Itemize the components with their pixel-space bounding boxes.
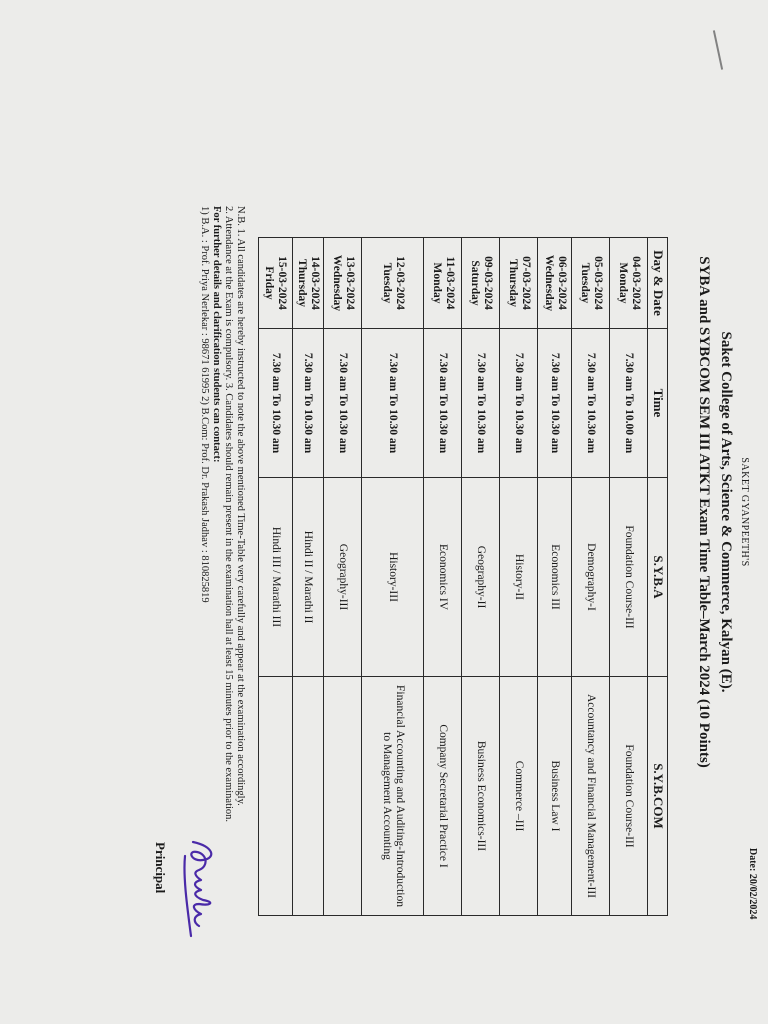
- date-cell: [500, 238, 538, 329]
- sybcom-subject-cell: Business Economics-III: [462, 677, 500, 916]
- date-text: 06-03-2024: [555, 256, 568, 310]
- day-text: Friday: [263, 266, 276, 300]
- date-text: 07-03-2024: [519, 256, 532, 310]
- day-text: Monday: [616, 262, 629, 304]
- contact-list: 1) B.A. : Prof. Priya Nerlekar : 98671 61995 2) B.Com: Prof. Dr. Prakash Jadhav : 810825819: [199, 206, 210, 603]
- college-name: Saket College of Arts, Science & Commerce, Kalyan (E).: [718, 331, 734, 693]
- day-text: Saturday: [468, 260, 481, 306]
- date-cell: [424, 238, 462, 329]
- sybcom-subject-cell: Company Secretarial Practice I: [424, 677, 462, 916]
- day-text: Wednesday: [330, 254, 343, 312]
- date-cell: [292, 238, 323, 329]
- syba-subject-cell: Demography-I: [572, 478, 610, 677]
- day-text: Thursday: [295, 259, 308, 307]
- sybcom-subject-cell: Accountancy and Financial Management-III: [572, 677, 610, 916]
- syba-subject-cell: Economics IV: [424, 478, 462, 677]
- syba-subject-cell: Foundation Course-III: [610, 478, 648, 677]
- date-text: 05-03-2024: [591, 256, 604, 310]
- date-text: 11-03-2024: [443, 256, 456, 310]
- day-text: Wednesday: [542, 254, 555, 312]
- contact-heading: For further details and clarification students can contact:: [211, 206, 222, 463]
- document-title: SYBA and SYBCOM SEM III ATKT Exam Time Table–March 2024 (10 Points): [696, 256, 712, 768]
- date-cell: [538, 238, 572, 329]
- table-row: [292, 238, 323, 916]
- sybcom-subject-cell: [292, 677, 323, 916]
- header-sybcom: S.Y.B.COM: [648, 677, 668, 916]
- header-syba: S.Y.B.A: [648, 478, 668, 677]
- syba-subject-cell: Economics III: [538, 478, 572, 677]
- time-cell: 7.30 am To 10.30 am: [258, 329, 292, 478]
- date-text: 12-03-2024: [393, 256, 406, 310]
- header-day-date: Day & Date: [648, 238, 668, 329]
- time-cell: 7.30 am To 10.30 am: [572, 329, 610, 478]
- syba-subject-cell: Hindi III / Marathi III: [258, 478, 292, 677]
- header-time: Time: [648, 329, 668, 478]
- date-cell: [572, 238, 610, 329]
- table-row: [572, 238, 610, 916]
- sybcom-subject-cell: Commerce –III: [500, 677, 538, 916]
- table-row: [362, 238, 424, 916]
- date-cell: [258, 238, 292, 329]
- sybcom-subject-cell: [258, 677, 292, 916]
- syba-subject-cell: History-III: [362, 478, 424, 677]
- trust-name: SAKET GYANPEETH'S: [739, 457, 750, 567]
- table-row: [462, 238, 500, 916]
- table-row: [258, 238, 292, 916]
- day-text: Tuesday: [380, 262, 393, 304]
- time-cell: 7.30 am To 10.30 am: [500, 329, 538, 478]
- time-cell: 7.30 am To 10.00 am: [610, 329, 648, 478]
- day-text: Thursday: [506, 259, 519, 307]
- principal-signature-icon: [173, 836, 223, 946]
- day-text: Monday: [430, 262, 443, 304]
- document-date: Date: 20/02/2024: [747, 848, 758, 920]
- time-cell: 7.30 am To 10.30 am: [324, 329, 362, 478]
- table-row: [500, 238, 538, 916]
- exam-timetable: [258, 237, 668, 916]
- time-cell: 7.30 am To 10.30 am: [538, 329, 572, 478]
- syba-subject-cell: Geography-II: [462, 478, 500, 677]
- note-attendance: 2. Attendance at the Exam is compulsory. 3. Candidates should remain present in the examination hall at least 15 minutes prior to the examination.: [223, 206, 234, 823]
- sybcom-subject-cell: Foundation Course-III: [610, 677, 648, 916]
- note-nb: N.B. 1. All candidates are hereby instructed to note the above mentioned Time-Table very carefully and appear at the examination accordingly.: [235, 206, 246, 806]
- date-cell: [610, 238, 648, 329]
- date-cell: [324, 238, 362, 329]
- time-cell: 7.30 am To 10.30 am: [292, 329, 323, 478]
- date-text: 09-03-2024: [481, 256, 494, 310]
- date-cell: [362, 238, 424, 329]
- date-cell: [462, 238, 500, 329]
- time-cell: 7.30 am To 10.30 am: [424, 329, 462, 478]
- syba-subject-cell: History-II: [500, 478, 538, 677]
- syba-subject-cell: Geography-III: [324, 478, 362, 677]
- sybcom-subject-cell: Business Law I: [538, 677, 572, 916]
- table-row: [324, 238, 362, 916]
- table-row: [538, 238, 572, 916]
- date-text: 13-03-2024: [343, 256, 356, 310]
- principal-label: Principal: [153, 842, 168, 894]
- sybcom-subject-cell: [324, 677, 362, 916]
- time-cell: 7.30 am To 10.30 am: [362, 329, 424, 478]
- syba-subject-cell: Hindi II / Marathi II: [292, 478, 323, 677]
- time-cell: 7.30 am To 10.30 am: [462, 329, 500, 478]
- date-text: 14-03-2024: [309, 256, 322, 310]
- date-text: 04-03-2024: [629, 256, 642, 310]
- table-row: [424, 238, 462, 916]
- sybcom-subject-cell: Financial Accounting and Auditing-Introduction to Management Accounting: [362, 677, 424, 916]
- date-text: 15-03-2024: [276, 256, 289, 310]
- day-text: Tuesday: [578, 262, 591, 304]
- table-row: [610, 238, 648, 916]
- table-header-row: [648, 238, 668, 916]
